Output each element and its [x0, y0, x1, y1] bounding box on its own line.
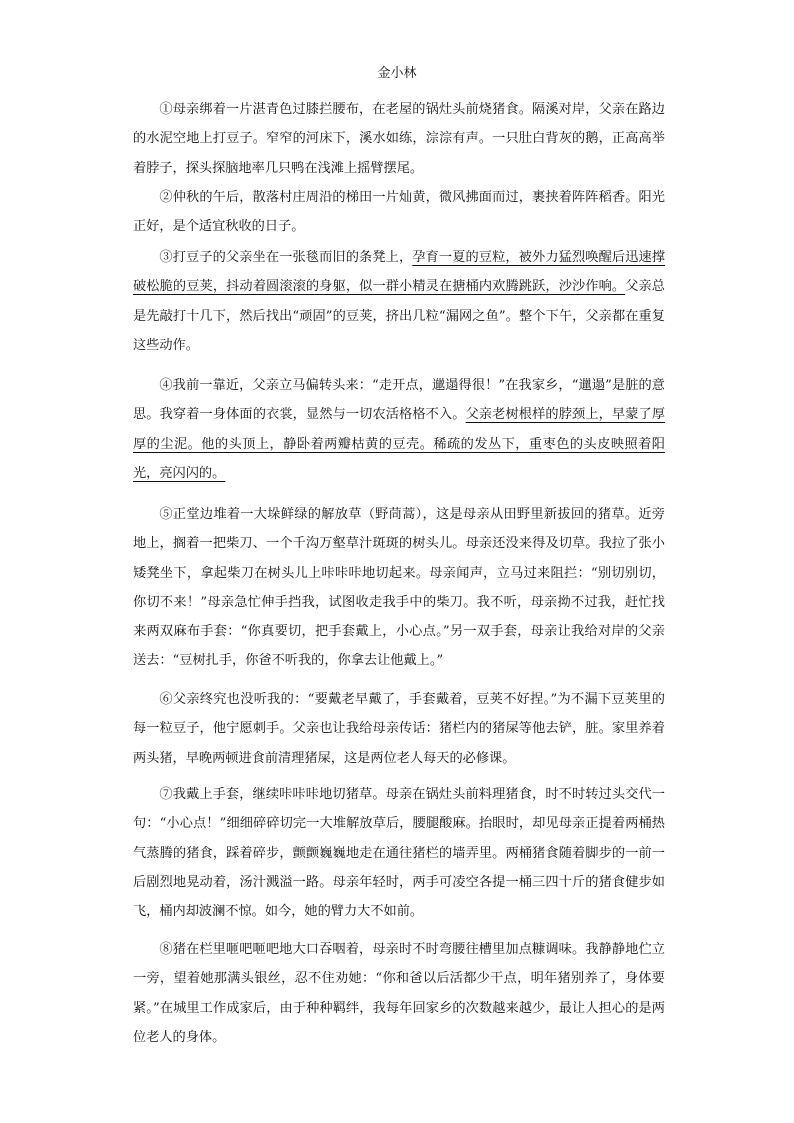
paragraph-3: [133, 243, 665, 360]
paragraph-2: ②仲秋的午后，散落村庄周沿的梯田一片灿黄，微风拂面而过，裹挟着阵阵稻香。阳光正好，是个适宜秋收的日子。: [133, 190, 665, 235]
paragraph-7: ⑦我戴上手套，继续咔咔咔地切猪草。母亲在锅灶头前料理猪食，时不时转过头交代一句：“小心点！”细细碎碎切完一大堆解放草后，腰腿酸麻。抬眼时，却见母亲正提着两桶热气蒸腾的猪食，踩着碎步，颤颤巍巍地走在通往猪栏的墙弄里。两桶猪食随着脚步的一前一后剧烈地晃动着，汤汁溅溢一路。母亲年轻时，两手可凌空各提一桶三四十斤的猪食健步如飞，桶内却波澜不惊。如今，她的臂力大不如前。: [133, 787, 665, 920]
paragraph-3-tail: 父亲总是先敲打十几下，然后找出“顽固”的豆荚，挤出几粒“漏网之鱼”。整个下午，父亲都在重复这些动作。: [133, 279, 665, 353]
underlined-sentence-father: 父亲老树根样的脖颈上，早蒙了厚厚的尘泥。他的头顶上，静卧着两瓣枯黄的豆壳。稀疏的发丛下，重枣色的头皮映照着阳光，亮闪闪的。: [133, 407, 666, 481]
paragraph-6: ⑥父亲终究也没听我的：“要戴老早戴了，手套戴着，豆荚不好捏。”为不漏下豆荚里的每一粒豆子，他宁愿刺手。父亲也让我给母亲传话：猪栏内的猪屎等他去铲，脏。家里养着两头猪，早晚两顿进食前清理猪屎，这是两位老人每天的必修课。: [133, 692, 665, 766]
paragraph-8: ⑧猪在栏里咂吧咂吧地大口吞咽着，母亲时不时弯腰往槽里加点糠调味。我静静地伫立一旁，望着她那满头银丝，忍不住劝她：“你和爸以后活都少干点，明年猪别养了，身体要紧。”在城里工作成家后，由于种种羁绊，我每年回家乡的次数越来越少，最让人担心的是两位老人的身体。: [133, 942, 665, 1045]
paragraph-4-lead: ④我前一靠近，父亲立马偏转头来：“走开点，邋遢得很！”在我家乡，“邋遢”是脏的意思。我穿着一身体面的衣裳，显然与一切农活格格不入。: [133, 378, 665, 423]
paragraph-1: ①母亲绑着一片湛青色过膝拦腰布，在老屋的锅灶头前烧猪食。隔溪对岸，父亲在路边的水泥空地上打豆子。窄窄的河床下，溪水如练，淙淙有声。一只肚白背灰的鹅，正高高举着脖子，探头探脑地率几只鸭在浅滩上摇臂摆尾。: [133, 102, 665, 176]
paragraph-4: [133, 371, 665, 488]
paragraph-3-lead: ③打豆子的父亲坐在一张毯而旧的条凳上，: [159, 250, 413, 265]
paragraph-5: ⑤正堂边堆着一大垛鲜绿的解放草（野茼蒿），这是母亲从田野里新拔回的猪草。近旁地上，搁着一把柴刀、一个千沟万壑草汁斑斑的树头儿。母亲还没来得及切草。我拉了张小矮凳坐下，拿起柴刀在树头儿上咔咔咔地切起来。母亲闻声，立马过来阻拦：“别切别切，你切不来！”母亲急忙伸手挡我，试图收走我手中的柴刀。我不听，母亲拗不过我，赶忙找来两双麻布手套：“你真要切，把手套戴上，小心点。”另一双手套，母亲让我给对岸的父亲送去：“豆树扎手，你爸不听我的，你拿去让他戴上。”: [133, 507, 665, 669]
underlined-sentence-beans: 孕育一夏的豆粒，被外力猛烈唤醒后迅速撑破松脆的豆荚，抖动着圆滚滚的身躯，似一群小精灵在搪桶内欢腾跳跃，沙沙作响。: [133, 250, 666, 295]
author-name: 金小林: [377, 66, 417, 81]
